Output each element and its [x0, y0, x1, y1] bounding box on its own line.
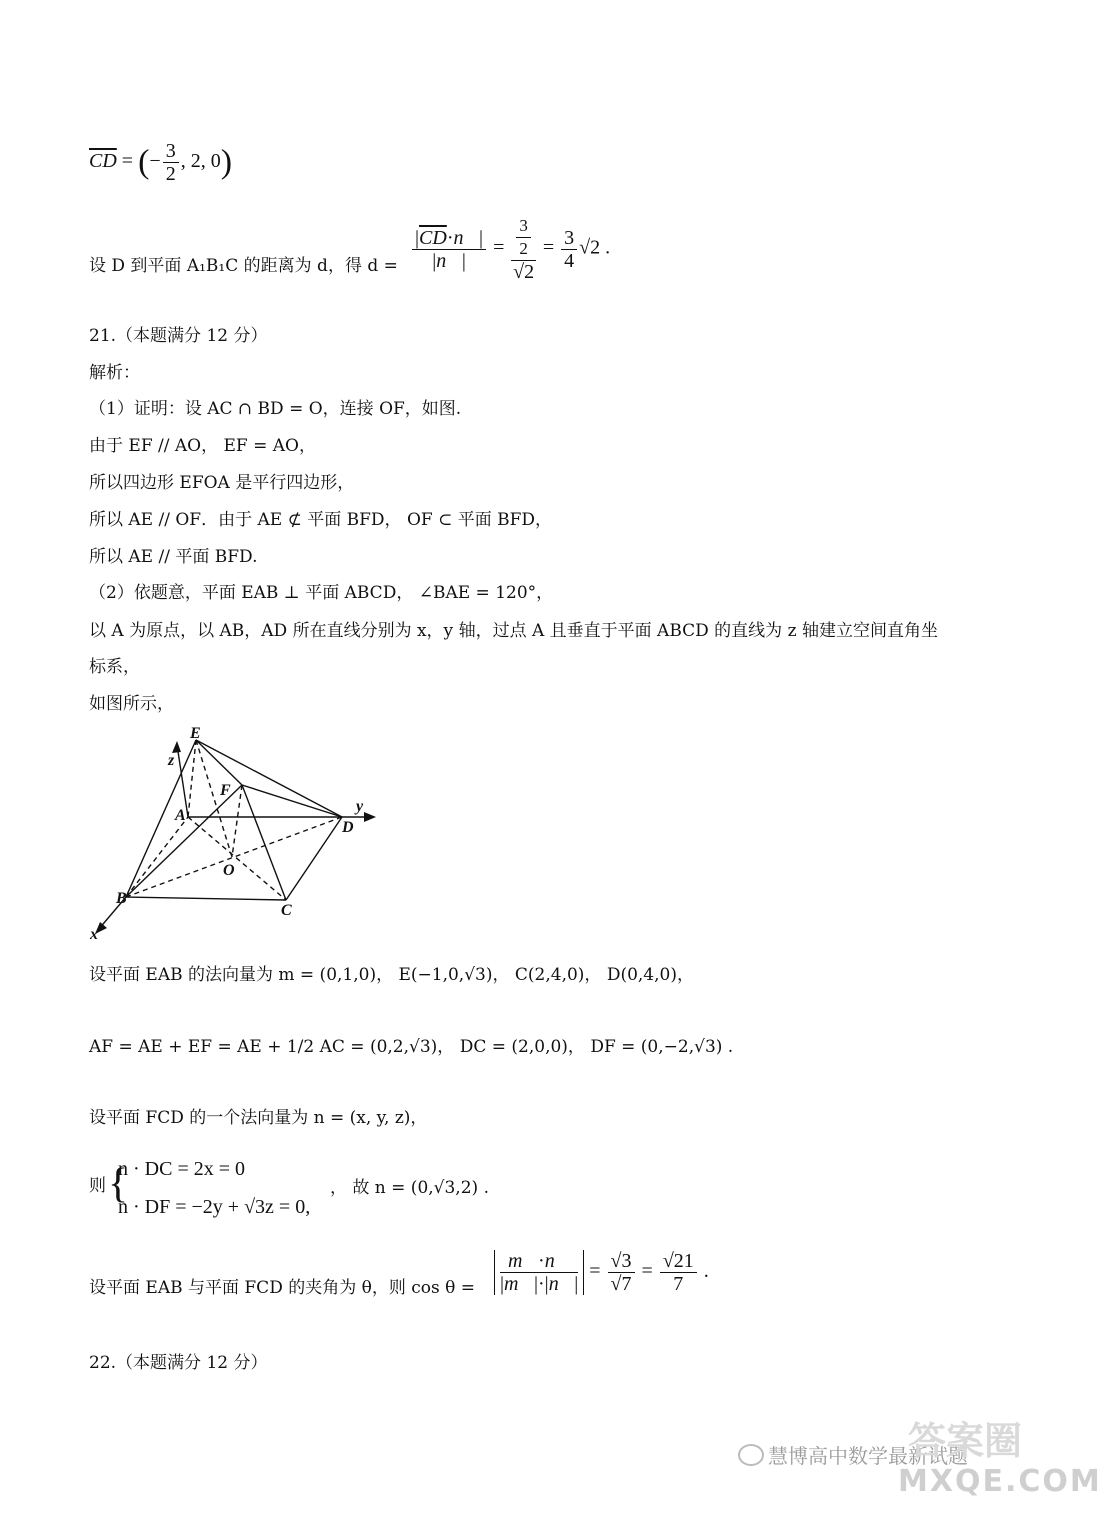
part2-line-2: 以 A 为原点，以 AB，AD 所在直线分别为 x，y 轴，过点 A 且垂直于平面 ABCD 的直线为 z 轴建立空间直角坐 [89, 621, 938, 641]
label-O: O [223, 862, 235, 879]
proof-line-3: 所以四边形 EFOA 是平行四边形， [89, 473, 355, 493]
part2-line-1: （2）依题意，平面 EAB ⊥ 平面 ABCD， ∠BAE = 120°， [89, 583, 554, 603]
label-D: D [342, 819, 354, 836]
label-B: B [116, 890, 127, 907]
watermark-site: MXQE.COM [898, 1464, 1102, 1499]
part2-line-4: 如图所示， [89, 694, 174, 714]
system-row-1: n · DC = 2x = 0 [118, 1158, 246, 1180]
q21-header: 21.（本题满分 12 分） [89, 326, 268, 346]
system-row-2: n · DF = −2y + √3z = 0, [118, 1196, 311, 1218]
vectors-line-2: AF = AE + EF = AE + 1/2 AC = (0,2,√3)， DC = (2,0,0)， DF = (0,−2,√3) . [89, 1037, 734, 1057]
system-brace: { [108, 1161, 129, 1207]
cd-vector-line: $\overline{CD}$ = (− $\frac{3}{2}$ , 2, 0) [89, 140, 233, 185]
watermark [738, 1419, 1102, 1520]
distance-prefix: 设 D 到平面 A₁B₁C 的距离为 d，得 d = [89, 256, 398, 276]
label-x: x [90, 926, 98, 943]
system-prefix: 则 [89, 1176, 106, 1196]
label-z: z [168, 752, 175, 769]
proof-line-5: 所以 AE // 平面 BFD. [89, 547, 258, 567]
proof-line-1: （1）证明：设 AC ∩ BD = O，连接 OF，如图. [89, 399, 462, 419]
label-F: F [220, 782, 231, 799]
label-y: y [356, 798, 364, 815]
geometry-figure [80, 725, 390, 945]
label-A: A [175, 807, 186, 824]
vectors-line-1: 设平面 EAB 的法向量为 m = (0,1,0)， E(−1,0,√3)， C(2,4,0)， D(0,4,0)， [89, 965, 694, 985]
jiexi-label: 解析： [89, 363, 140, 383]
proof-line-4: 所以 AE // OF．由于 AE ⊄ 平面 BFD， OF ⊂ 平面 BFD， [89, 510, 553, 530]
angle-line [89, 1277, 475, 1299]
angle-formula: $\frac{m⃗\cdot n⃗}{|m⃗|\cdot|n⃗|}$ = $\frac{√3}{√7}$ = $\frac{√21}{7}$ . [494, 1250, 709, 1295]
watermark-logo-text: 答案圈 [908, 1419, 1023, 1463]
proof-line-2: 由于 EF // AO， EF = AO， [89, 436, 316, 456]
part2-line-3: 标系， [89, 657, 140, 677]
normal-vector-line: 设平面 FCD 的一个法向量为 n = (x, y, z)， [89, 1108, 428, 1128]
label-C: C [281, 902, 292, 919]
angle-prefix: 设平面 EAB 与平面 FCD 的夹角为 θ，则 cos θ = [89, 1278, 476, 1298]
q22-header: 22.（本题满分 12 分） [89, 1353, 268, 1373]
wechat-icon [738, 1444, 764, 1466]
label-E: E [190, 725, 201, 742]
y-arrow [364, 812, 376, 822]
distance-formula: $\frac{|\overline{CD}\cdot n⃗|}{|n⃗|}$ = $\frac{\frac{3}{2}}{√2}$ = $\frac{3}{4}$ √2 . [410, 215, 610, 283]
system-suffix: ， 故 n = (0,√3,2) . [330, 1178, 489, 1198]
watermark-account: 慧博高中数学最新试题 [768, 1444, 968, 1468]
distance-line [89, 255, 398, 277]
